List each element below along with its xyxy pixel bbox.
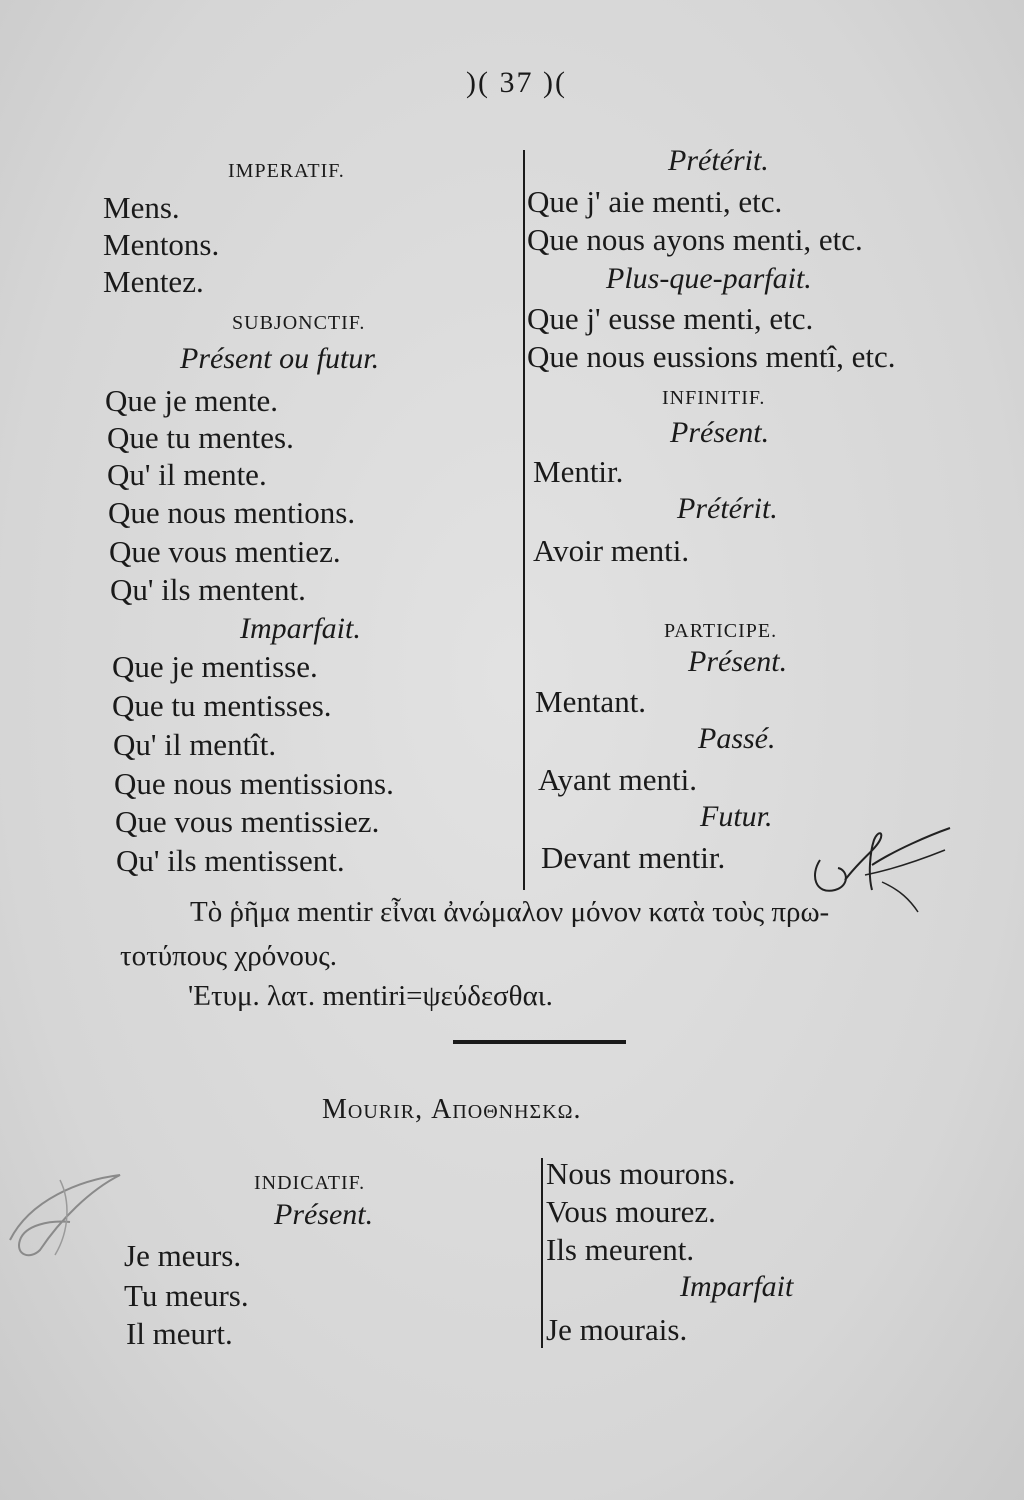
preterit-line: Que nous ayons menti, etc. bbox=[527, 222, 863, 257]
imperatif-line: Mens. bbox=[103, 190, 180, 225]
mourir-present-line: Il meurt. bbox=[126, 1316, 233, 1351]
infinitif-present-label: Présent. bbox=[670, 416, 770, 449]
imparfait-line: Que nous mentissions. bbox=[114, 766, 394, 801]
mourir-imparfait-label: Imparfait bbox=[680, 1270, 794, 1303]
subjonctif-line: Que tu mentes. bbox=[107, 420, 294, 455]
indicatif-header: INDICATIF. bbox=[254, 1172, 366, 1194]
mourir-present-line: Tu meurs. bbox=[124, 1278, 249, 1313]
subjonctif-line: Qu' il mente. bbox=[107, 457, 267, 492]
infinitif-present: Mentir. bbox=[533, 454, 624, 489]
participe-futur: Devant mentir. bbox=[541, 840, 726, 875]
mourir-present-line: Je meurs. bbox=[124, 1238, 242, 1273]
preterit-label: Prétérit. bbox=[668, 144, 769, 177]
participe-passe-label: Passé. bbox=[698, 722, 776, 755]
participe-header: PARTICIPE. bbox=[664, 620, 778, 642]
imperatif-line: Mentez. bbox=[103, 264, 204, 299]
mourir-imparfait-line: Je mourais. bbox=[546, 1312, 688, 1347]
subjonctif-line: Que vous mentiez. bbox=[109, 534, 341, 569]
section-title: Mourir, Αποθνησκω. bbox=[322, 1094, 582, 1125]
mourir-present-line: Ils meurent. bbox=[546, 1232, 695, 1267]
column-divider bbox=[541, 1158, 543, 1348]
infinitif-preterit: Avoir menti. bbox=[533, 533, 690, 568]
mourir-present-line: Vous mourez. bbox=[546, 1194, 716, 1229]
mourir-present-line: Nous mourons. bbox=[546, 1156, 736, 1191]
imparfait-line: Que vous mentissiez. bbox=[115, 804, 380, 839]
note-line-2: τοτύπους χρόνους. bbox=[120, 940, 337, 972]
page-number: )( 37 )( bbox=[466, 66, 567, 99]
mourir-present-label: Présent. bbox=[274, 1198, 374, 1231]
imparfait-line: Qu' ils mentissent. bbox=[116, 843, 345, 878]
imparfait-line: Qu' il mentît. bbox=[113, 727, 277, 762]
subjonctif-header: SUBJONCTIF. bbox=[232, 312, 366, 334]
participe-present-label: Présent. bbox=[688, 645, 788, 678]
subjonctif-line: Que je mente. bbox=[105, 383, 279, 418]
present-futur-label: Présent ou futur. bbox=[180, 342, 380, 375]
imparfait-line: Que tu mentisses. bbox=[112, 688, 332, 723]
infinitif-preterit-label: Prétérit. bbox=[677, 492, 778, 525]
preterit-line: Que j' aie menti, etc. bbox=[527, 184, 783, 219]
section-rule bbox=[453, 1040, 626, 1044]
column-divider bbox=[523, 150, 525, 890]
imperatif-line: Mentons. bbox=[103, 227, 220, 262]
participe-futur-label: Futur. bbox=[700, 800, 773, 833]
subjonctif-line: Que nous mentions. bbox=[108, 495, 356, 530]
plusqueparfait-line: Que j' eusse menti, etc. bbox=[527, 301, 814, 336]
plusqueparfait-label: Plus-que-parfait. bbox=[606, 262, 812, 295]
imparfait-line: Que je mentisse. bbox=[112, 649, 318, 684]
infinitif-header: INFINITIF. bbox=[662, 387, 766, 409]
note-line-1: Τὸ ῥῆμα mentir εἶναι ἀνώμαλον μόνον κατὰ τοὺς πρω- bbox=[190, 896, 830, 928]
imperatif-header: IMPERATIF. bbox=[228, 160, 345, 182]
subjonctif-line: Qu' ils mentent. bbox=[110, 572, 306, 607]
plusqueparfait-line: Que nous eussions mentî, etc. bbox=[527, 339, 896, 374]
participe-present: Mentant. bbox=[535, 684, 647, 719]
imparfait-label: Imparfait. bbox=[240, 612, 361, 645]
note-line-3: 'Ετυμ. λατ. mentiri=ψεύδεσθαι. bbox=[188, 980, 553, 1012]
participe-passe: Ayant menti. bbox=[538, 762, 698, 797]
pencil-flourish bbox=[0, 1160, 130, 1270]
